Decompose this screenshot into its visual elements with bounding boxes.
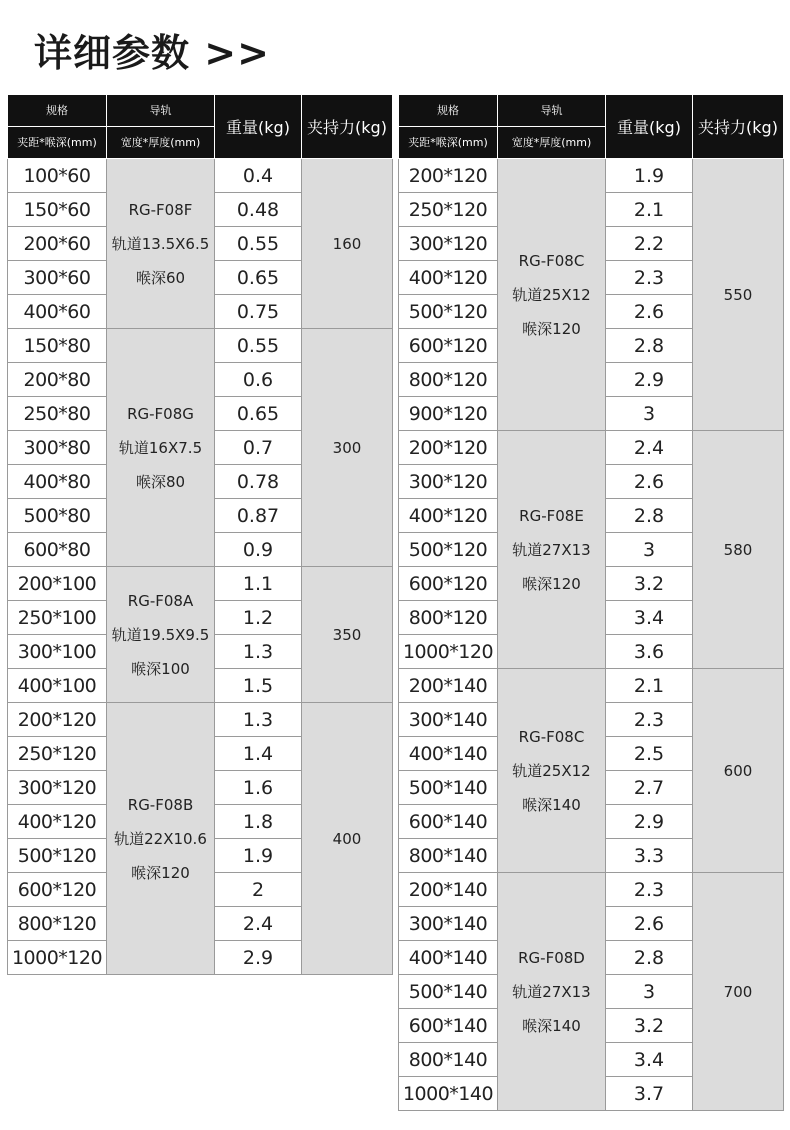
weight-cell: 1.3 <box>215 703 302 737</box>
rail-cell <box>107 329 215 567</box>
rail-cell <box>107 703 215 975</box>
header-force: 夹持力(kg) <box>693 95 784 159</box>
header-rail: 导轨 <box>498 95 606 127</box>
header-spec: 规格 <box>8 95 107 127</box>
rail-info-line: RG-F08F <box>128 200 193 219</box>
rail-info-line: RG-F08A <box>127 591 194 610</box>
table-row <box>399 431 784 465</box>
spec-size-cell: 300*140 <box>399 703 498 737</box>
spec-size-cell: 600*120 <box>8 873 107 907</box>
rail-cell <box>498 873 606 1111</box>
spec-size-cell: 400*80 <box>8 465 107 499</box>
spec-size-cell: 400*100 <box>8 669 107 703</box>
spec-size-cell: 400*120 <box>399 499 498 533</box>
weight-cell: 0.9 <box>215 533 302 567</box>
weight-cell: 2.2 <box>606 227 693 261</box>
weight-cell: 3.7 <box>606 1077 693 1111</box>
spec-size-cell: 400*60 <box>8 295 107 329</box>
spec-size-cell: 1000*140 <box>399 1077 498 1111</box>
clamp-force-cell: 600 <box>693 669 784 873</box>
rail-cell <box>498 431 606 669</box>
weight-cell: 0.48 <box>215 193 302 227</box>
rail-info-line: 轨道19.5X9.5 <box>111 625 210 644</box>
spec-size-cell: 400*140 <box>399 737 498 771</box>
spec-size-cell: 200*120 <box>8 703 107 737</box>
weight-cell: 1.5 <box>215 669 302 703</box>
spec-size-cell: 150*80 <box>8 329 107 363</box>
spec-size-cell: 400*120 <box>399 261 498 295</box>
table-row <box>8 159 393 193</box>
table-row <box>399 159 784 193</box>
rail-info-line: 喉深80 <box>135 472 186 491</box>
clamp-force-cell: 550 <box>693 159 784 431</box>
spec-size-cell: 800*140 <box>399 1043 498 1077</box>
header-force: 夹持力(kg) <box>302 95 393 159</box>
weight-cell: 2 <box>215 873 302 907</box>
header-rail-sub: 宽度*厚度(mm) <box>498 127 606 159</box>
spec-size-cell: 1000*120 <box>399 635 498 669</box>
rail-info-line: 轨道22X10.6 <box>114 829 207 848</box>
weight-cell: 2.7 <box>606 771 693 805</box>
weight-cell: 0.65 <box>215 397 302 431</box>
clamp-force-cell: 580 <box>693 431 784 669</box>
rail-info-line: 轨道25X12 <box>512 761 591 780</box>
spec-size-cell: 300*120 <box>399 227 498 261</box>
spec-size-cell: 300*80 <box>8 431 107 465</box>
spec-size-cell: 150*60 <box>8 193 107 227</box>
table-row <box>399 873 784 907</box>
weight-cell: 2.1 <box>606 193 693 227</box>
spec-size-cell: 600*140 <box>399 1009 498 1043</box>
weight-cell: 3.4 <box>606 601 693 635</box>
spec-size-cell: 800*140 <box>399 839 498 873</box>
weight-cell: 2.6 <box>606 907 693 941</box>
table-row <box>8 329 393 363</box>
weight-cell: 2.4 <box>215 907 302 941</box>
weight-cell: 0.75 <box>215 295 302 329</box>
spec-table-left <box>7 94 393 975</box>
spec-size-cell: 500*120 <box>399 295 498 329</box>
header-weight: 重量(kg) <box>215 95 302 159</box>
spec-size-cell: 250*80 <box>8 397 107 431</box>
weight-cell: 0.78 <box>215 465 302 499</box>
rail-info-line: 喉深120 <box>522 574 581 593</box>
rail-cell <box>107 159 215 329</box>
clamp-force-cell: 700 <box>693 873 784 1111</box>
rail-info-line: 轨道27X13 <box>512 540 591 559</box>
header-weight: 重量(kg) <box>606 95 693 159</box>
clamp-force-cell: 400 <box>302 703 393 975</box>
spec-size-cell: 500*140 <box>399 771 498 805</box>
rail-info-line: 喉深120 <box>522 319 581 338</box>
rail-info-line: RG-F08E <box>519 506 584 525</box>
weight-cell: 2.9 <box>215 941 302 975</box>
spec-size-cell: 200*140 <box>399 669 498 703</box>
spec-size-cell: 200*60 <box>8 227 107 261</box>
header-spec: 规格 <box>399 95 498 127</box>
header-spec-sub: 夹距*喉深(mm) <box>399 127 498 159</box>
rail-cell <box>498 669 606 873</box>
weight-cell: 3.3 <box>606 839 693 873</box>
weight-cell: 2.9 <box>606 805 693 839</box>
spec-table-body <box>8 159 393 975</box>
weight-cell: 0.87 <box>215 499 302 533</box>
weight-cell: 3.2 <box>606 567 693 601</box>
rail-info-line: 轨道16X7.5 <box>118 438 203 457</box>
spec-size-cell: 200*120 <box>399 431 498 465</box>
weight-cell: 0.55 <box>215 329 302 363</box>
rail-info-line: RG-F08C <box>518 727 585 746</box>
spec-size-cell: 500*140 <box>399 975 498 1009</box>
spec-size-cell: 300*60 <box>8 261 107 295</box>
rail-info-line: 喉深120 <box>131 863 190 882</box>
spec-size-cell: 200*80 <box>8 363 107 397</box>
clamp-force-cell: 350 <box>302 567 393 703</box>
spec-size-cell: 500*120 <box>399 533 498 567</box>
spec-size-cell: 250*100 <box>8 601 107 635</box>
header-rail: 导轨 <box>107 95 215 127</box>
weight-cell: 2.4 <box>606 431 693 465</box>
spec-size-cell: 250*120 <box>8 737 107 771</box>
rail-info-line: 喉深140 <box>522 1016 581 1035</box>
spec-size-cell: 300*120 <box>8 771 107 805</box>
rail-info-line: 喉深140 <box>522 795 581 814</box>
spec-size-cell: 200*100 <box>8 567 107 601</box>
rail-info-line: 轨道27X13 <box>512 982 591 1001</box>
weight-cell: 2.3 <box>606 873 693 907</box>
spec-table-body <box>399 159 784 1111</box>
rail-cell <box>498 159 606 431</box>
rail-info-line: 轨道13.5X6.5 <box>111 234 210 253</box>
table-row <box>8 703 393 737</box>
spec-size-cell: 500*80 <box>8 499 107 533</box>
weight-cell: 1.4 <box>215 737 302 771</box>
spec-table-right <box>398 94 784 1111</box>
weight-cell: 0.7 <box>215 431 302 465</box>
weight-cell: 2.8 <box>606 329 693 363</box>
weight-cell: 1.3 <box>215 635 302 669</box>
spec-size-cell: 900*120 <box>399 397 498 431</box>
weight-cell: 2.6 <box>606 465 693 499</box>
spec-size-cell: 300*140 <box>399 907 498 941</box>
spec-size-cell: 300*120 <box>399 465 498 499</box>
spec-size-cell: 800*120 <box>399 601 498 635</box>
header-rail-sub: 宽度*厚度(mm) <box>107 127 215 159</box>
weight-cell: 2.3 <box>606 703 693 737</box>
weight-cell: 3.6 <box>606 635 693 669</box>
weight-cell: 1.9 <box>606 159 693 193</box>
rail-cell <box>107 567 215 703</box>
clamp-force-cell: 300 <box>302 329 393 567</box>
weight-cell: 3 <box>606 397 693 431</box>
rail-info-line: 喉深60 <box>135 268 186 287</box>
weight-cell: 2.5 <box>606 737 693 771</box>
rail-info-line: RG-F08D <box>518 948 585 967</box>
weight-cell: 2.8 <box>606 941 693 975</box>
spec-size-cell: 400*120 <box>8 805 107 839</box>
weight-cell: 0.6 <box>215 363 302 397</box>
spec-size-cell: 600*120 <box>399 329 498 363</box>
rail-info-line: 喉深100 <box>131 659 190 678</box>
weight-cell: 0.4 <box>215 159 302 193</box>
weight-cell: 1.2 <box>215 601 302 635</box>
table-row <box>8 567 393 601</box>
clamp-force-cell: 160 <box>302 159 393 329</box>
spec-size-cell: 400*140 <box>399 941 498 975</box>
weight-cell: 3 <box>606 975 693 1009</box>
spec-size-cell: 500*120 <box>8 839 107 873</box>
spec-size-cell: 200*140 <box>399 873 498 907</box>
rail-info-line: RG-F08B <box>127 795 194 814</box>
page-title: 详细参数 >> <box>34 31 270 75</box>
weight-cell: 1.9 <box>215 839 302 873</box>
weight-cell: 3.4 <box>606 1043 693 1077</box>
weight-cell: 2.8 <box>606 499 693 533</box>
spec-size-cell: 600*80 <box>8 533 107 567</box>
weight-cell: 3.2 <box>606 1009 693 1043</box>
weight-cell: 3 <box>606 533 693 567</box>
rail-info-line: 轨道25X12 <box>512 285 591 304</box>
weight-cell: 0.65 <box>215 261 302 295</box>
weight-cell: 2.1 <box>606 669 693 703</box>
spec-size-cell: 800*120 <box>399 363 498 397</box>
weight-cell: 1.8 <box>215 805 302 839</box>
spec-size-cell: 250*120 <box>399 193 498 227</box>
weight-cell: 2.9 <box>606 363 693 397</box>
header-spec-sub: 夹距*喉深(mm) <box>8 127 107 159</box>
table-row <box>399 669 784 703</box>
weight-cell: 1.1 <box>215 567 302 601</box>
rail-info-line: RG-F08G <box>127 404 194 423</box>
spec-size-cell: 1000*120 <box>8 941 107 975</box>
spec-size-cell: 200*120 <box>399 159 498 193</box>
spec-size-cell: 300*100 <box>8 635 107 669</box>
weight-cell: 2.6 <box>606 295 693 329</box>
weight-cell: 2.3 <box>606 261 693 295</box>
rail-info-line: RG-F08C <box>518 251 585 270</box>
weight-cell: 0.55 <box>215 227 302 261</box>
spec-size-cell: 800*120 <box>8 907 107 941</box>
spec-size-cell: 600*140 <box>399 805 498 839</box>
spec-size-cell: 100*60 <box>8 159 107 193</box>
spec-size-cell: 600*120 <box>399 567 498 601</box>
weight-cell: 1.6 <box>215 771 302 805</box>
